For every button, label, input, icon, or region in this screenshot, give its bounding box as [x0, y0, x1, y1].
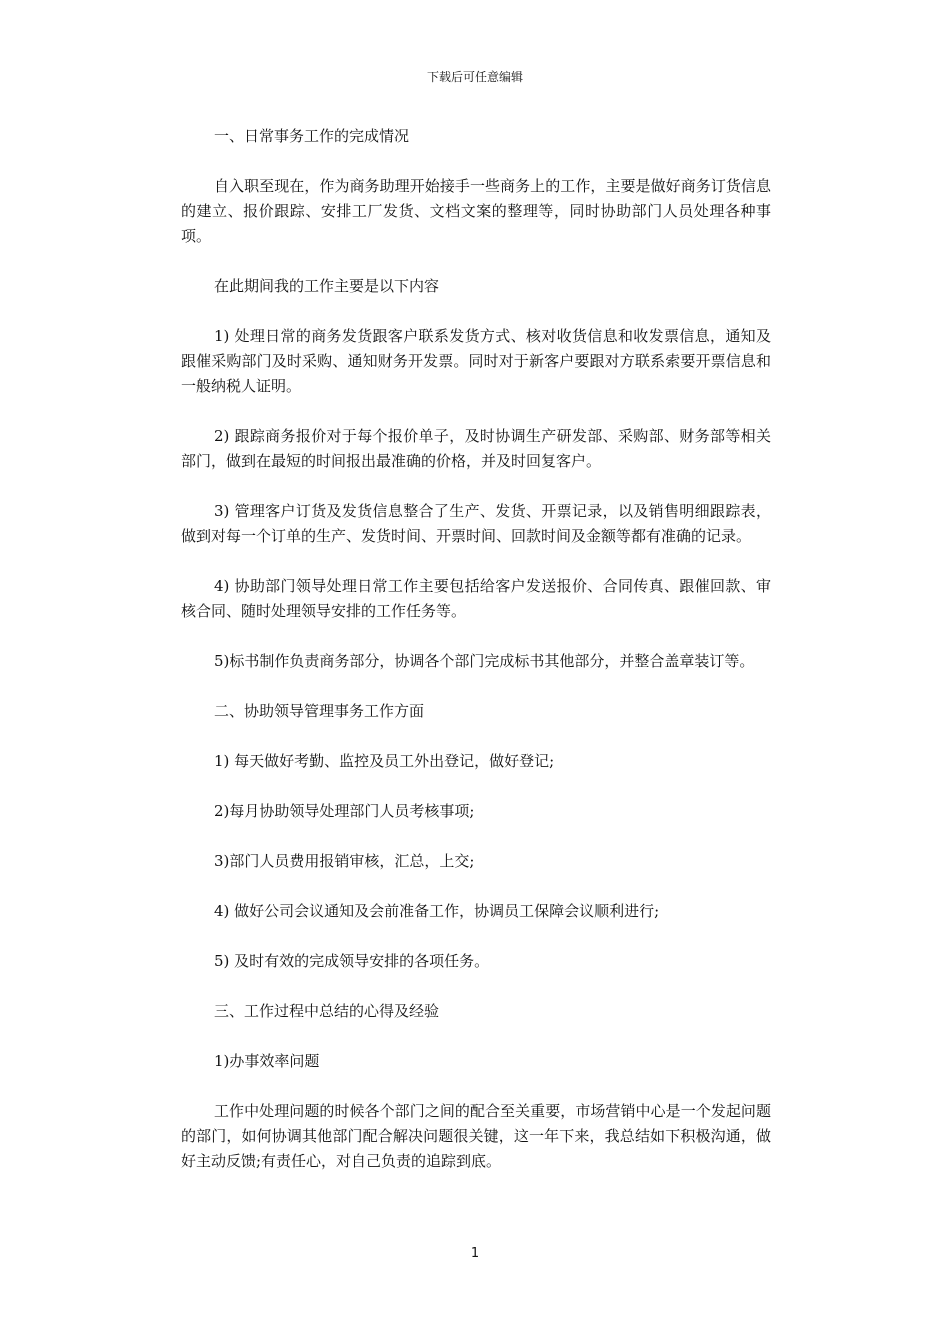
list-item: 2)每月协助领导处理部门人员考核事项; — [214, 802, 475, 820]
list-item: 5) 及时有效的完成领导安排的各项任务。 — [214, 952, 490, 970]
list-item: 3) 管理客户订货及发货信息整合了生产、发货、开票记录，以及销售明细跟踪表，做到对每一个订单的生产、发货时间、开票时间、回款时间及金额等都有准确的记录。 — [181, 502, 771, 545]
page-number: 1 — [470, 1246, 480, 1261]
page-header: 下载后可任意编辑 — [426, 70, 523, 84]
body-paragraph: 在此期间我的工作主要是以下内容 — [214, 277, 440, 295]
list-item: 1)办事效率问题 — [214, 1052, 320, 1070]
body-paragraph: 工作中处理问题的时候各个部门之间的配合至关重要，市场营销中心是一个发起问题的部门，如何协调其他部门配合解决问题很关键，这一年下来，我总结如下积极沟通，做好主动反馈;有责任心，对自己负责的追踪到底。 — [181, 1102, 771, 1170]
list-item: 3)部门人员费用报销审核，汇总，上交; — [214, 852, 475, 870]
section-heading-2: 二、协助领导管理事务工作方面 — [214, 702, 425, 720]
section-heading-1: 一、日常事务工作的完成情况 — [214, 127, 410, 145]
list-item: 1) 每天做好考勤、监控及员工外出登记，做好登记; — [214, 752, 555, 770]
section-heading-3: 三、工作过程中总结的心得及经验 — [214, 1002, 440, 1020]
body-paragraph: 自入职至现在，作为商务助理开始接手一些商务上的工作，主要是做好商务订货信息的建立、报价跟踪、安排工厂发货、文档文案的整理等，同时协助部门人员处理各种事项。 — [181, 177, 771, 245]
list-item: 2) 跟踪商务报价对于每个报价单子，及时协调生产研发部、采购部、财务部等相关部门，做到在最短的时间报出最准确的价格，并及时回复客户。 — [181, 427, 771, 470]
list-item: 4) 协助部门领导处理日常工作主要包括给客户发送报价、合同传真、跟催回款、审核合同、随时处理领导安排的工作任务等。 — [181, 577, 771, 620]
list-item: 5)标书制作负责商务部分，协调各个部门完成标书其他部分，并整合盖章装订等。 — [214, 652, 755, 670]
document-body — [181, 124, 771, 1199]
list-item: 1) 处理日常的商务发货跟客户联系发货方式、核对收货信息和收发票信息，通知及跟催采购部门及时采购、通知财务开发票。同时对于新客户要跟对方联系索要开票信息和一般纳税人证明。 — [181, 327, 771, 395]
list-item: 4) 做好公司会议通知及会前准备工作，协调员工保障会议顺利进行; — [214, 902, 660, 920]
